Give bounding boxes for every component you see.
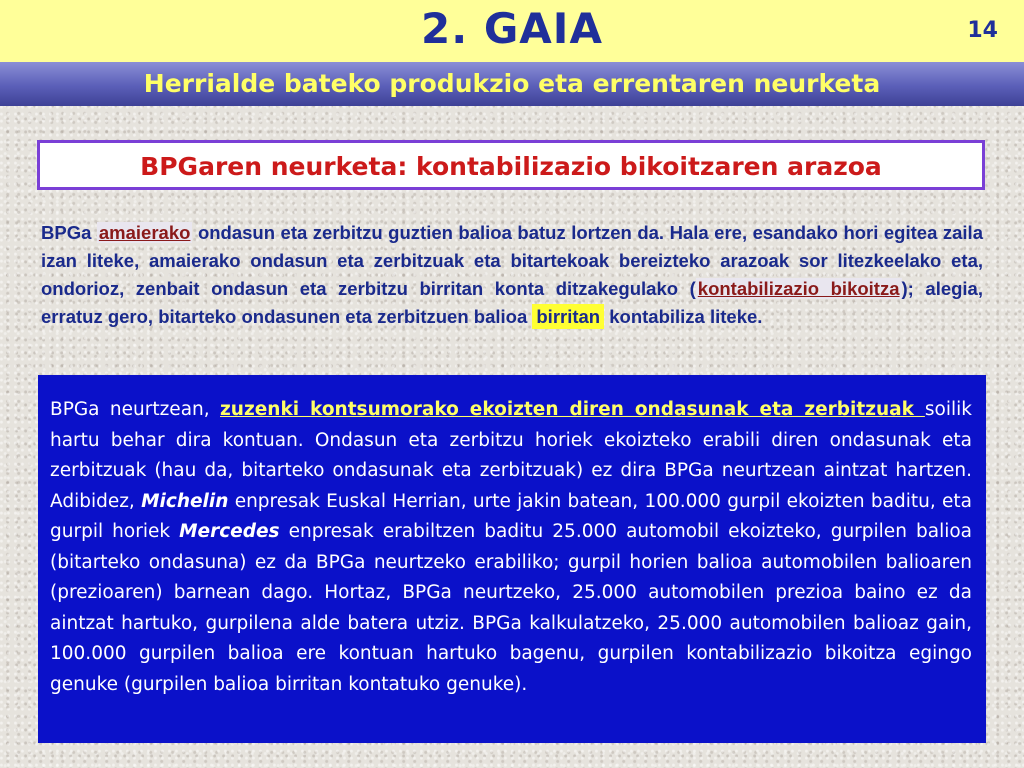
brand-mercedes: Mercedes [179,521,280,542]
box-text: BPGa neurtzean, [50,399,221,420]
page-subtitle: Herrialde bateko produkzio eta errentaren neurketa [143,69,881,98]
intro-text: ondasun eta zerbitzu guztien balioa batuz lortzen da. Hala ere, esandako hori egitea zaila izan liteke, amaierako ondasun eta zerbitzuak eta bitartekoak bereizteko arazoak sor litezkeelako eta, ondorioz, zenbait ondasun eta zerbitzu birritan konta ditzakegulako ( [41,222,983,299]
box-text: enpresak erabiltzen baditu 25.000 automobil ekoizteko, gurpilen balioa (bitarteko ondasuna) ez da BPGa neurtzeko erabiliko; gurpil horien balioa automobilen balioaren (prezioaren) barnean dago. Hortaz, BPGa neurtzeko, 25.000 automobilen prezioa baino ez da aintzat hartuko, gurpilena alde batera utziz. BPGa kalkulatzeko, 25.000 automobilen balioaz gain, 100.000 gurpilen balioa ere kontuan hartuko bagenu, gurpilen kontabilizazio bikoitza egingo genuke (gurpilen balioa birritan kontatuko genuke). [50,521,972,695]
slide-number: 14 [967,18,998,43]
subtitle-bar [0,62,1024,106]
term-twice-highlight: birritan [532,304,604,329]
intro-text: ); alegia, erratuz gero, bitarteko ondasunen eta zerbitzuen balioa [41,278,983,327]
example-paragraph [50,395,972,700]
term-double-counting-highlight: kontabilizazio bikoitza [697,278,900,299]
box-text: enpresak Euskal Herrian, urte jakin batean, 100.000 gurpil ekoizten baditu, eta gurpil horiek [50,490,972,542]
section-heading: BPGaren neurketa: kontabilizazio bikoitzaren arazoa [140,152,882,181]
title-bar [0,0,1024,62]
example-box [38,375,986,743]
intro-text: kontabiliza liteke. [604,306,763,327]
brand-michelin: Michelin [141,490,229,512]
page-title: 2. GAIA [421,4,603,53]
intro-paragraph [41,219,983,331]
box-text: soilik hartu behar dira kontuan. Ondasun eta zerbitzu horiek ekoizteko erabili diren ondasunak eta zerbitzuak (hau da, bitarteko ondasunak eta zerbitzuak) ez dira BPGa neurtzean aintzat hartzen. Adibidez, [50,399,972,512]
section-heading-box [37,140,985,190]
intro-text: BPGa [41,222,97,243]
term-final-highlight: amaierako [98,222,191,243]
final-goods-underline: zuzenki kontsumorako ekoizten diren ondasunak eta zerbitzuak [220,399,925,420]
